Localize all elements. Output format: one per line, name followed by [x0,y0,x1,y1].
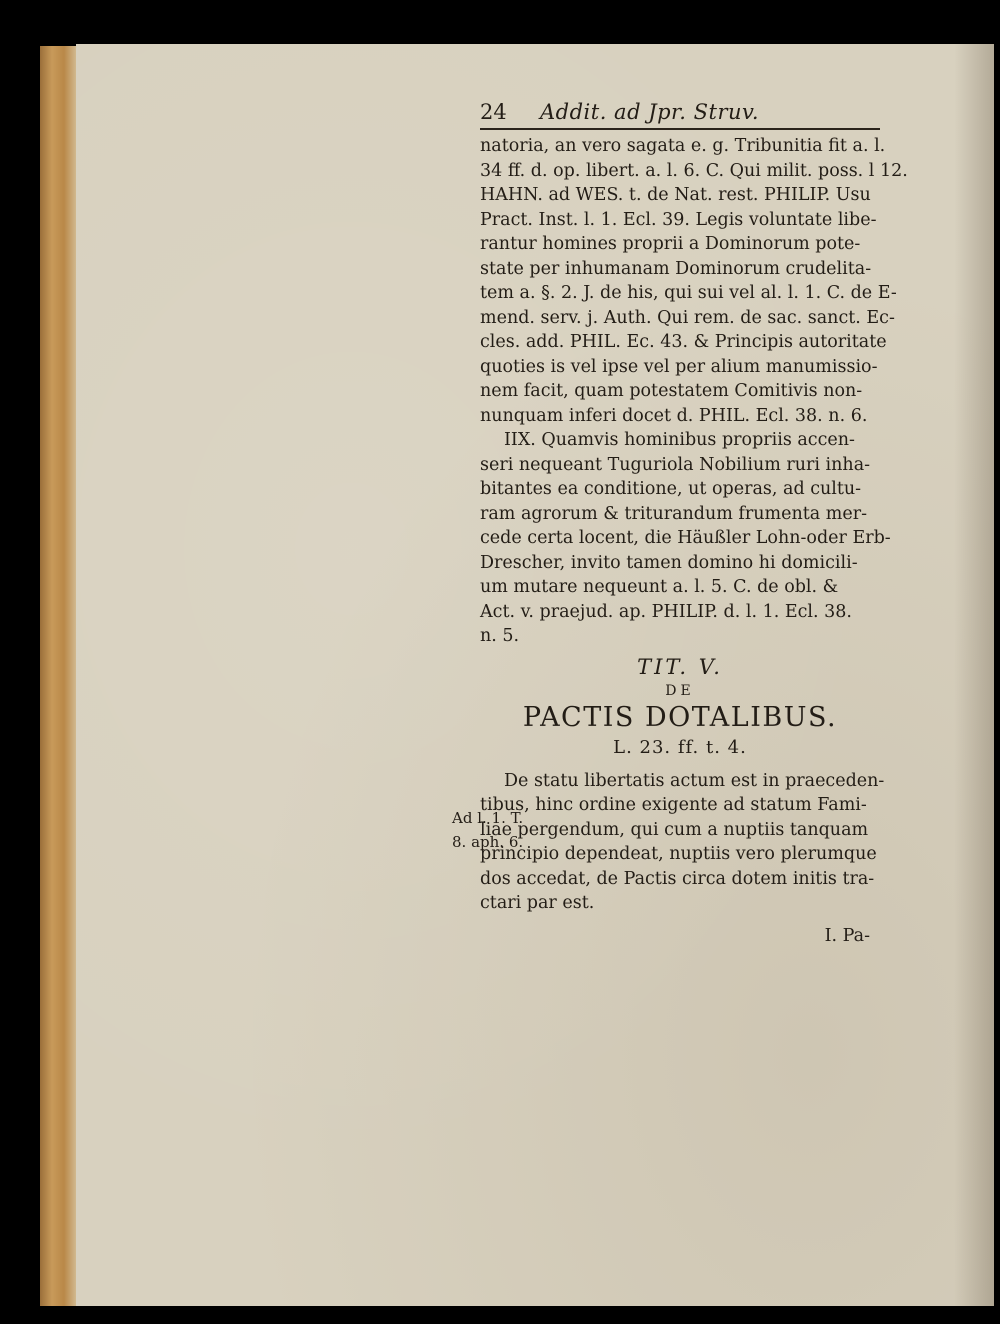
body-line: Drescher, invito tamen domino hi domicili- [480,552,858,573]
title-number: TIT. V. [637,654,723,679]
section-line: dos accedat, de Pactis circa dotem initis tra- [480,868,875,889]
section-line: De statu libertatis actum est in praeceden- [504,770,885,791]
body-line: seri nequeant Tuguriola Nobilium ruri inha- [480,454,871,475]
body-text [480,134,908,649]
body-line: rantur homines proprii a Dominorum pote- [480,234,861,254]
section-line: tibus, hinc ordine exigente ad statum Fami- [480,795,867,815]
body-line: state per inhumanam Dominorum crudelita- [480,258,872,279]
body-line: 34 ff. d. op. libert. a. l. 6. C. Qui milit. poss. l 12. [480,160,908,181]
title-reference: L. 23. ff. t. 4. [613,736,747,758]
page-header [480,100,880,130]
body-line: Pract. Inst. l. 1. Ecl. 39. Legis voluntate libe- [480,209,877,230]
body-line: ram agrorum & triturandum frumenta mer- [480,503,868,524]
section-line: principio dependeat, nuptiis vero plerumque [480,844,877,864]
body-line: nem facit, quam potestatem Comitivis non- [480,381,863,401]
body-line: mend. serv. j. Auth. Qui rem. de sac. sanct. Ec- [480,307,895,328]
body-line: quoties is vel ipse vel per alium manumissio- [480,356,878,377]
body-line: cede certa locent, die Häußler Lohn-oder Erb- [480,528,891,548]
margin-note-line: Ad l. 1. T. [452,809,524,827]
body-line: n. 5. [480,626,520,646]
running-head: Addit. ad Jpr. Struv. [540,100,760,124]
page-gutter-shadow [954,44,994,1306]
page-stack-edge [40,46,80,1306]
body-line: tem a. §. 2. J. de his, qui sui vel al. l. 1. C. de E- [480,283,897,303]
body-line: cles. add. PHIL. Ec. 43. & Principis autoritate [480,332,887,352]
chapter-title: PACTIS DOTALIBUS. [522,701,838,733]
body-line: Act. v. praejud. ap. PHILIP. d. l. 1. Ecl. 38. [480,601,852,622]
margin-note [452,806,542,854]
body-line: IIX. Quamvis hominibus propriis accen- [504,430,855,450]
section-line: ctari par est. [480,893,595,913]
title-de: DE [665,682,695,699]
body-line: nunquam inferi docet d. PHIL. Ecl. 38. n. 6. [480,405,868,426]
page-number: 24 [480,100,507,124]
margin-note-line: 8. aph. 6. [452,833,524,851]
section-line: liae pergendum, qui cum a nuptiis tanquam [480,819,869,840]
body-line: natoria, an vero sagata e. g. Tribunitia fit a. l. [480,136,886,156]
body-line: HAHN. ad WES. t. de Nat. rest. PHILIP. Usu [480,185,871,205]
body-line: um mutare nequeunt a. l. 5. C. de obl. & [480,577,839,597]
body-line: bitantes ea conditione, ut operas, ad cultu- [480,479,862,499]
catchword: I. Pa- [824,925,870,946]
